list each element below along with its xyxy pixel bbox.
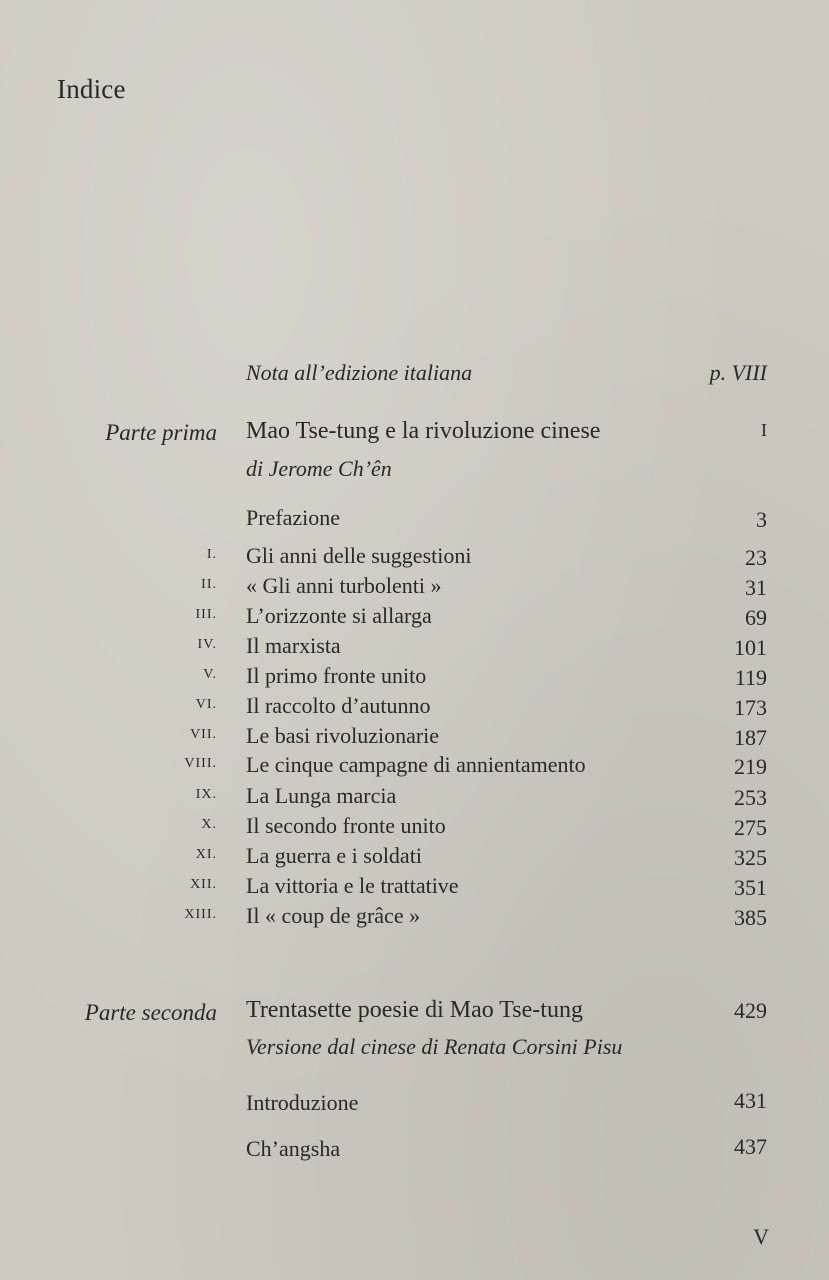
part2-subtitle: Versione dal cinese di Renata Corsini Pisu <box>246 1034 623 1059</box>
nota-page: p. VIII <box>709 360 767 385</box>
chapter-title: Il « coup de grâce » <box>246 903 421 928</box>
part2-label: Parte seconda <box>84 1000 217 1025</box>
chapter-page: 325 <box>734 845 767 870</box>
entry-title: Ch’angsha <box>246 1136 341 1161</box>
chapter-page: 275 <box>734 815 767 840</box>
chapter-page: 69 <box>745 605 767 630</box>
chapter-page: 23 <box>745 545 767 570</box>
chapter-title: La Lunga marcia <box>246 783 397 808</box>
chapter-title: Il secondo fronte unito <box>246 813 446 838</box>
part1-label: Parte prima <box>105 420 217 445</box>
chapter-title: « Gli anni turbolenti » <box>246 573 442 598</box>
chapter-title: Il primo fronte unito <box>246 663 427 688</box>
folio-page-number: V <box>753 1224 769 1249</box>
chapter-num: XI. <box>195 847 217 862</box>
part1-author: di Jerome Ch’ên <box>246 456 392 481</box>
chapter-num: III. <box>195 607 217 622</box>
part1-title: Mao Tse-tung e la rivoluzione cinese <box>246 418 601 444</box>
page-title: Indice <box>57 74 126 104</box>
entry-title: Introduzione <box>246 1090 359 1115</box>
chapter-page: 119 <box>734 665 767 690</box>
chapter-page: 219 <box>734 754 767 779</box>
part2-title: Trentasette poesie di Mao Tse-tung <box>246 997 583 1023</box>
nota-label: Nota all’edizione italiana <box>246 360 473 385</box>
entry-page: 431 <box>734 1088 767 1113</box>
chapter-num: V. <box>203 667 217 682</box>
chapter-num: I. <box>206 547 217 562</box>
chapter-title: Le basi rivoluzionarie <box>246 723 440 748</box>
chapter-num: VIII. <box>184 756 217 771</box>
chapter-num: IV. <box>197 637 217 652</box>
chapter-num: IX. <box>195 787 217 802</box>
chapter-page: 253 <box>734 785 767 810</box>
chapter-page: 101 <box>734 635 767 660</box>
chapter-title: Gli anni delle suggestioni <box>246 543 472 568</box>
chapter-title: Le cinque campagne di annientamento <box>246 752 586 777</box>
chapter-num: XII. <box>190 877 217 892</box>
chapter-page: 187 <box>734 725 767 750</box>
entry-page: 437 <box>734 1134 767 1159</box>
chapter-page: 173 <box>734 695 767 720</box>
chapter-num: VI. <box>195 697 217 712</box>
chapter-title: Il marxista <box>246 633 341 658</box>
chapter-num: XIII. <box>184 907 217 922</box>
prefazione-label: Prefazione <box>246 505 341 530</box>
chapter-title: La guerra e i soldati <box>246 843 422 868</box>
part1-page: I <box>761 420 767 440</box>
chapter-title: Il raccolto d’autunno <box>246 693 431 718</box>
chapter-title: L’orizzonte si allarga <box>246 603 432 628</box>
chapter-page: 385 <box>734 905 767 930</box>
chapter-num: VII. <box>190 727 217 742</box>
chapter-page: 351 <box>734 875 767 900</box>
part2-page: 429 <box>734 998 767 1023</box>
prefazione-page: 3 <box>756 507 767 532</box>
chapter-title: La vittoria e le trattative <box>246 873 459 898</box>
chapter-num: X. <box>201 817 217 832</box>
chapter-num: II. <box>201 577 217 592</box>
chapter-page: 31 <box>745 575 767 600</box>
